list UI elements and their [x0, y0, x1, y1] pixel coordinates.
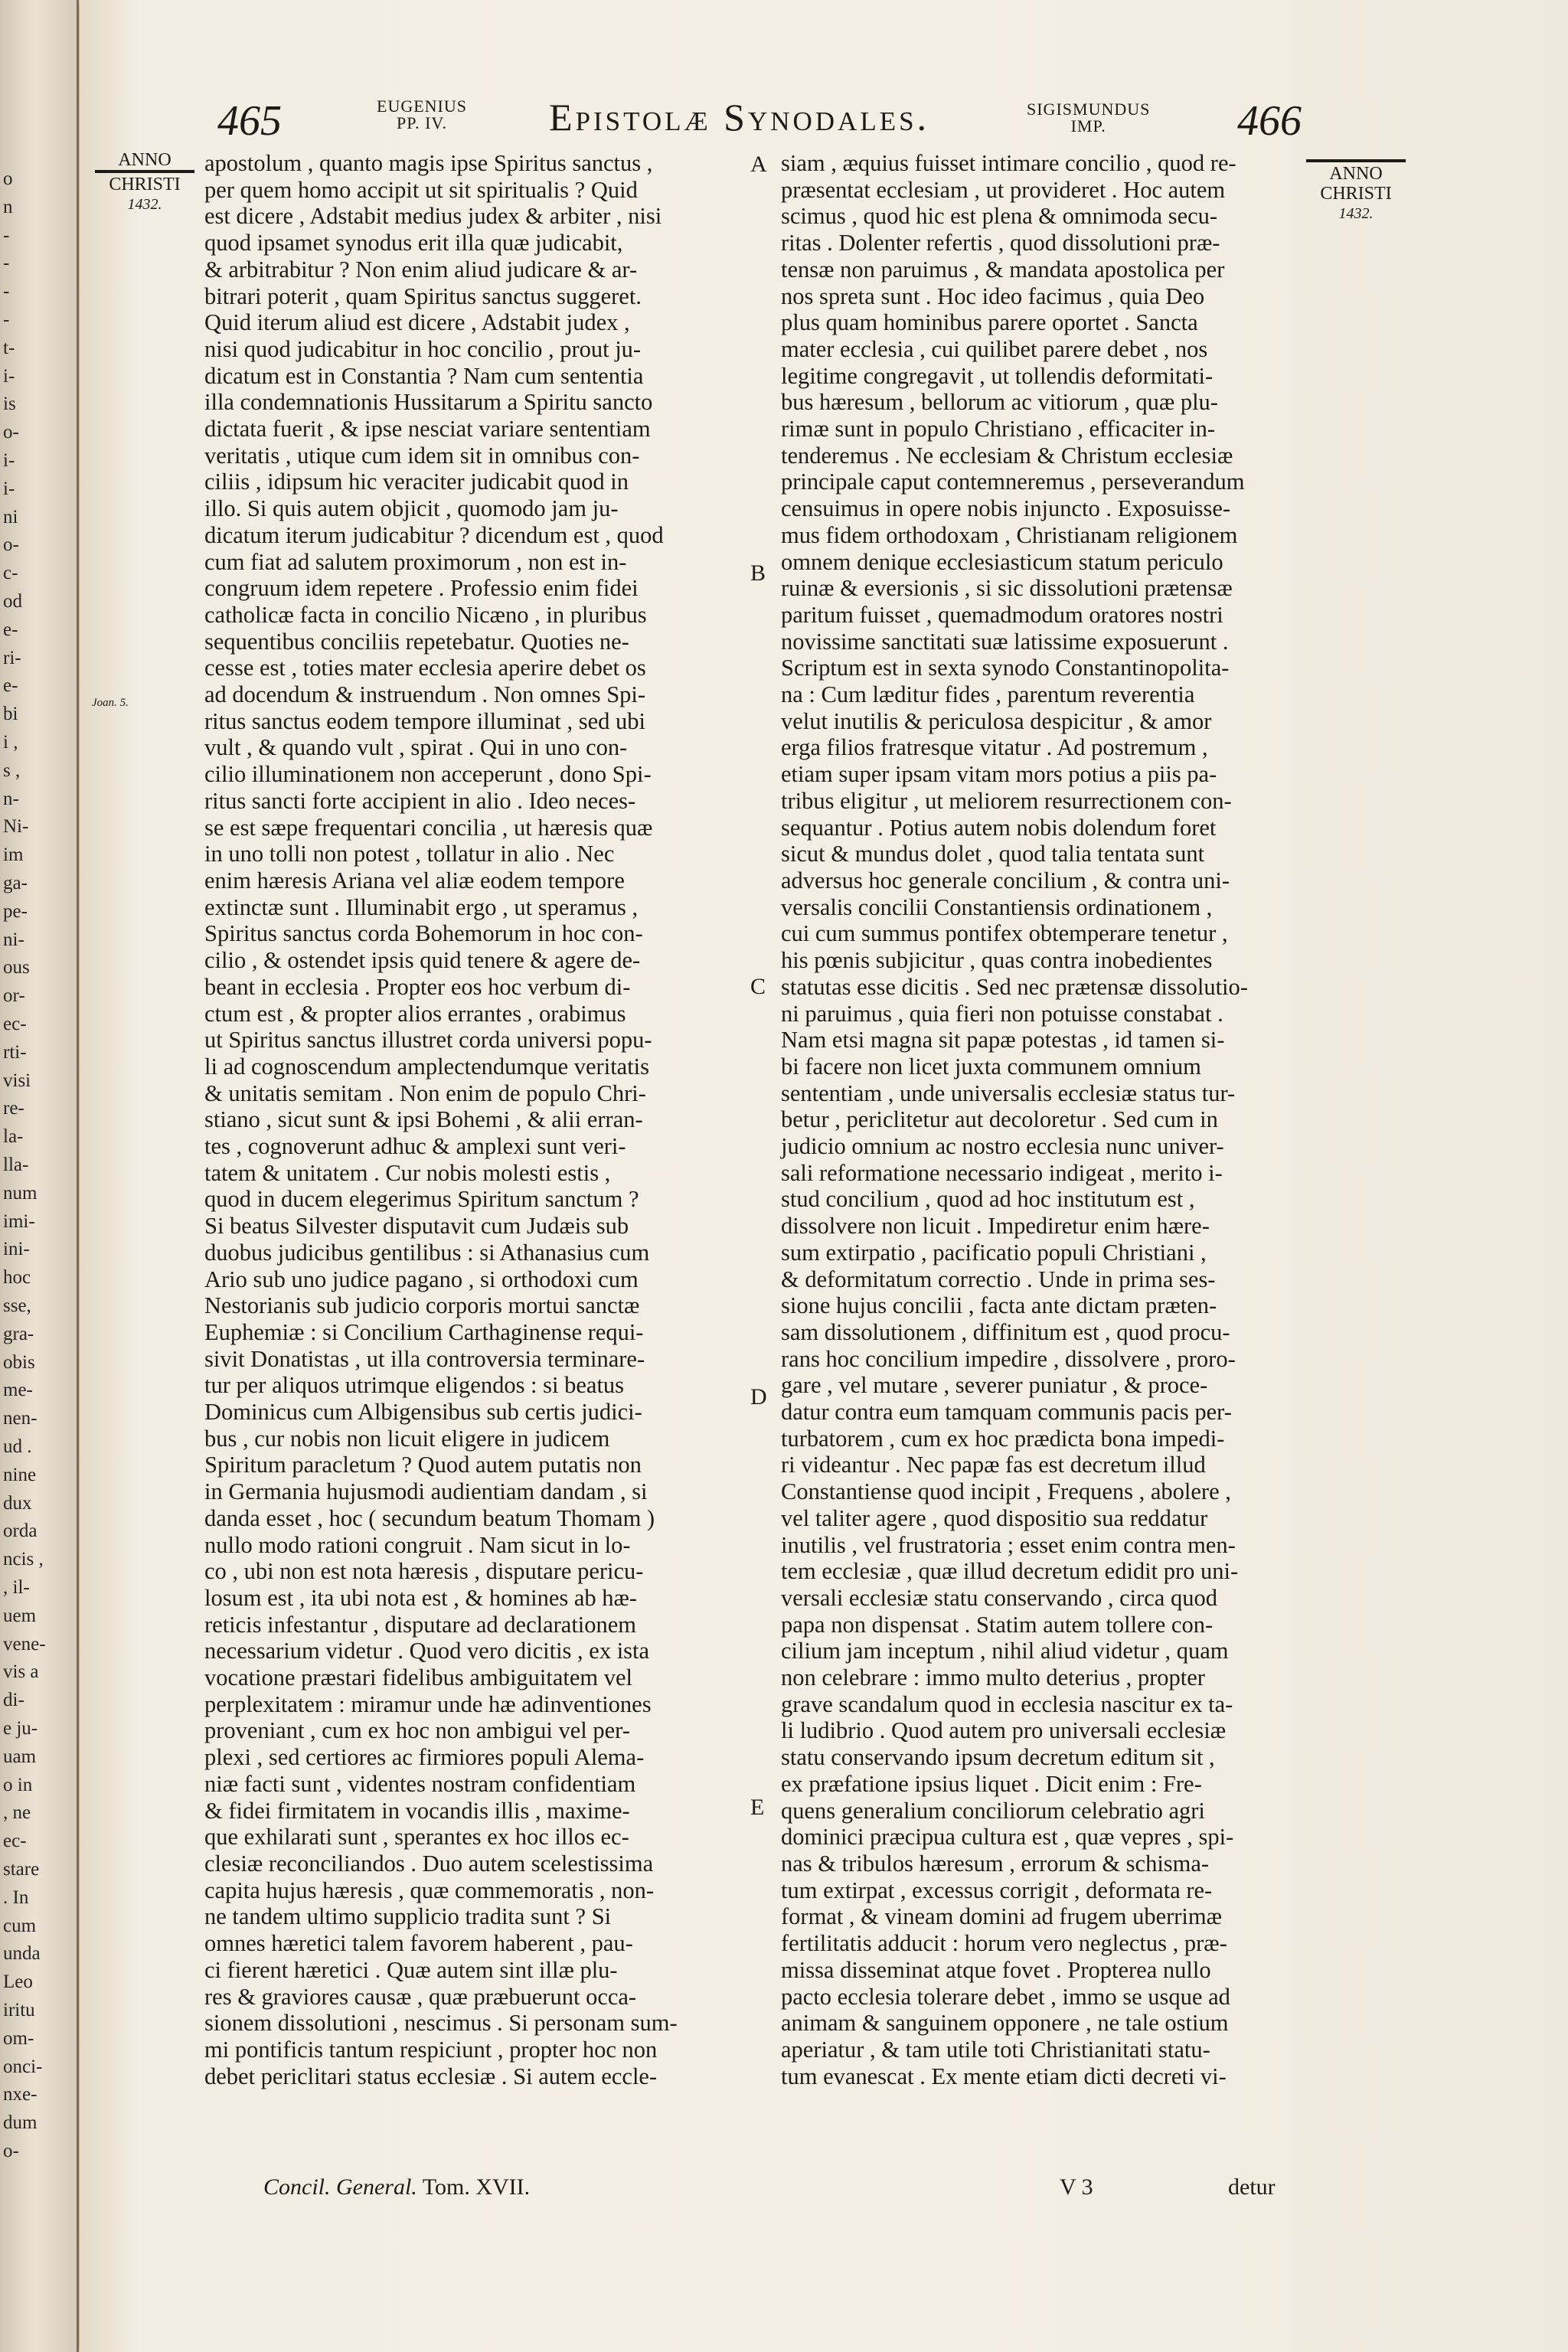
strip-line: od: [3, 591, 22, 612]
strip-line: or-: [3, 985, 25, 1007]
strip-line: is: [3, 394, 16, 415]
left-column-line: proveniant , cum ex hoc non ambigui vel per-: [204, 1717, 630, 1744]
right-column-line: inutilis , vel frustratoria ; esset enim contra men-: [781, 1531, 1236, 1558]
right-column-line: format , & vineam domini ad frugem uberrimæ: [781, 1903, 1222, 1930]
left-column-line: est dicere , Adstabit medius judex & arbiter , nisi: [204, 203, 662, 230]
right-column-line: sione hujus concilii , facta ante dictam præten-: [781, 1292, 1217, 1319]
right-column-line: bus hæresum , bellorum ac vitiorum , quæ plu-: [781, 389, 1218, 416]
left-column-line: sivit Donatistas , ut illa controversia terminare-: [204, 1345, 645, 1372]
right-column-line: quens generalium conciliorum celebratio agri: [781, 1797, 1205, 1824]
right-column-line: vel taliter agere , quod dispositio sua reddatur: [781, 1504, 1208, 1531]
page-number-left: 465: [217, 97, 282, 145]
strip-line: , il-: [3, 1577, 30, 1598]
right-column-line: grave scandalum quod in ecclesia nascitur ex ta-: [781, 1690, 1233, 1717]
left-column-line: & unitatis semitam . Non enim de populo Chri-: [204, 1080, 646, 1106]
strip-line: pe-: [3, 900, 28, 922]
right-column-line: Constantiense quod incipit , Frequens , abolere ,: [781, 1478, 1231, 1505]
right-column-line: mater ecclesia , cui quilibet parere debet , nos: [781, 335, 1208, 362]
strip-line: uem: [3, 1605, 37, 1626]
left-column-line: cesse est , toties mater ecclesia aperire debet os: [204, 655, 646, 681]
left-column-line: cum fiat ad salutem proximorum , non est in-: [204, 548, 627, 575]
running-head-right: [1027, 101, 1150, 135]
strip-line: n-: [3, 788, 19, 809]
left-column-line: illo. Si quis autem objicit , quomodo jam ju-: [204, 495, 619, 522]
right-column-line: dominici præcipua cultura est , quæ vepres , spi-: [781, 1824, 1234, 1851]
strip-line: sse,: [3, 1295, 31, 1316]
right-column-line: versalis concilii Constantiensis ordinationem ,: [781, 893, 1213, 920]
left-column-line: stiano , sicut sunt & ipsi Bohemi , & alii erran-: [204, 1106, 643, 1133]
strip-line: i-: [3, 478, 15, 499]
strip-line: num: [3, 1182, 38, 1204]
right-column-line: etiam super ipsam vitam mors potius a piis pa-: [781, 761, 1217, 788]
footer-tom: Tom. XVII.: [422, 2174, 531, 2200]
left-column-line: nisi quod judicabitur in hoc concilio , prout ju-: [204, 335, 642, 362]
strip-line: iritu: [3, 2000, 35, 2020]
right-column-line: sum extirpatio , pacificatio populi Christiani ,: [781, 1239, 1207, 1266]
strip-line: hoc: [3, 1267, 31, 1289]
left-column-line: catholicæ facta in concilio Nicæno , in pluribus: [204, 601, 647, 628]
left-column-line: per quem homo accipit ut sit spiritualis ? Quid: [204, 176, 638, 203]
strip-line: dum: [3, 2112, 38, 2134]
strip-line: e-: [3, 619, 18, 640]
strip-line: Ni-: [3, 816, 29, 838]
left-column-line: enim hæresis Ariana vel aliæ eodem tempore: [204, 867, 625, 893]
strip-line: di-: [3, 1690, 24, 1711]
strip-line: nen-: [3, 1408, 38, 1429]
left-column-line: Spiritum paracletum ? Quod autem putatis non: [204, 1452, 642, 1478]
right-column-line: principale caput contemneremus , perseverandum: [781, 469, 1245, 495]
strip-line: e ju-: [3, 1718, 38, 1739]
strip-line: ncis ,: [3, 1549, 44, 1570]
strip-line: stare: [3, 1859, 40, 1880]
strip-line: unda: [3, 1943, 41, 1965]
left-column-line: extinctæ sunt . Illuminabit ergo , ut speramus ,: [204, 893, 639, 920]
page-number-right: 466: [1237, 97, 1302, 145]
left-text-column: [204, 150, 740, 2089]
right-text-column: [781, 150, 1326, 2089]
right-column-line: plus quam hominibus parere oportet . Sancta: [781, 309, 1198, 336]
catchword: detur: [1228, 2174, 1276, 2200]
left-column-line: & fidei firmitatem in vocandis illis , maxime-: [204, 1797, 630, 1824]
left-column-line: li ad cognoscendum amplectendumque veritatis: [204, 1053, 650, 1080]
strip-line: om-: [3, 2027, 34, 2049]
left-column-line: capita hujus hæresis , quæ commemoratis , non-: [204, 1877, 655, 1903]
left-column-line: res & graviores causæ , quæ præbuerunt occa-: [204, 1983, 637, 2010]
strip-line: onci-: [3, 2056, 43, 2077]
left-column-line: tatem & unitatem . Cur nobis molesti estis ,: [204, 1159, 611, 1186]
strip-line: o-: [3, 534, 19, 556]
strip-line: imi-: [3, 1210, 35, 1232]
right-column-line: cui cum summus pontifex obtemperare tenetur ,: [781, 920, 1228, 947]
section-letter-d: D: [750, 1384, 767, 1410]
left-column-line: necessarium videtur . Quod vero dicitis , ex ista: [204, 1638, 650, 1664]
left-column-line: Nestorianis sub judicio corporis mortui sanctæ: [204, 1292, 640, 1319]
right-column-line: rimæ sunt in populo Christiano , efficaciter in-: [781, 416, 1215, 443]
left-column-line: se est sæpe frequentari concilia , ut hæresis quæ: [204, 814, 653, 841]
signature-mark: V 3: [1060, 2174, 1093, 2200]
left-column-line: dictata fuerit , & ipse nesciat variare sententiam: [204, 416, 651, 443]
right-column-line: ritas . Dolenter refertis , quod dissolutioni præ-: [781, 230, 1220, 256]
strip-line: cum: [3, 1915, 37, 1936]
strip-line: i-: [3, 365, 15, 387]
left-column-line: ut Spiritus sanctus illustret corda universi popu-: [204, 1027, 652, 1054]
running-head-left: [377, 98, 467, 132]
left-column-line: que exhilarati sunt , sperantes ex hoc illos ec-: [204, 1824, 629, 1851]
right-column-line: velut inutilis & periculosa despicitur , & amor: [781, 707, 1212, 734]
right-column-line: gare , vel mutare , severer puniatur , & proce-: [781, 1372, 1208, 1399]
right-column-line: ri videantur . Nec papæ fas est decretum illud: [781, 1452, 1206, 1478]
strip-line: -: [3, 224, 10, 246]
strip-line: i ,: [3, 732, 18, 753]
strip-line: ni: [3, 506, 18, 528]
left-column-line: duobus judicibus gentilibus : si Athanasius cum: [204, 1239, 650, 1266]
left-column-line: debet periclitari status ecclesiæ . Si autem eccle-: [204, 2063, 658, 2089]
right-column-line: dissolvere non licuit . Impediretur enim hære-: [781, 1213, 1210, 1240]
left-column-line: beant in ecclesia . Propter eos hoc verbum di-: [204, 973, 631, 1000]
right-column-line: fertilitatis adducit : horum vero neglectus , præ-: [781, 1930, 1227, 1957]
right-column-line: Scriptum est in sexta synodo Constantinopolita-: [781, 655, 1230, 681]
right-column-line: statu conservando ipsum decretum editum sit ,: [781, 1744, 1215, 1771]
left-column-line: congruum idem repetere . Professio enim fidei: [204, 575, 639, 602]
right-column-line: tem ecclesiæ , quæ illud decretum edidit pro uni-: [781, 1558, 1239, 1585]
strip-line: -: [3, 253, 10, 274]
left-column-line: Euphemiæ : si Concilium Carthaginense requi-: [204, 1318, 644, 1345]
right-column-line: legitime congregavit , ut tollendis deformitati-: [781, 362, 1214, 389]
right-column-line: novissime sanctitati suæ latissime exposuerunt .: [781, 628, 1229, 655]
right-column-line: statutas esse dicitis . Sed nec prætensæ dissolutio-: [781, 973, 1248, 1000]
right-column-line: tenderemus . Ne ecclesiam & Christum ecclesiæ: [781, 442, 1233, 469]
margin-note-joan-5: Joan. 5.: [92, 697, 129, 709]
strip-line: me-: [3, 1380, 33, 1401]
left-column-line: ad docendum & instruendum . Non omnes Spi-: [204, 681, 646, 708]
right-column-line: sententiam , unde universalis ecclesiæ status tur-: [781, 1080, 1236, 1106]
strip-line: nine: [3, 1464, 37, 1485]
strip-line: vene-: [3, 1633, 46, 1655]
left-column-line: Ario sub uno judice pagano , si orthodoxi cum: [204, 1266, 639, 1292]
previous-page-strip: [0, 0, 79, 2352]
left-column-line: ci fierent hæretici . Quæ autem sint illæ plu-: [204, 1956, 618, 1983]
right-column-line: siam , æquius fuisset intimare concilio , quod re-: [781, 150, 1236, 176]
strip-line: ri-: [3, 647, 21, 668]
right-column-line: sequantur . Potius autem nobis dolendum foret: [781, 814, 1217, 841]
right-column-line: turbatorem , cum ex hoc prædicta bona impedi-: [781, 1425, 1225, 1452]
page: [80, 0, 1568, 2352]
right-column-line: nos spreta sunt . Hoc ideo facimus , quia Deo: [781, 283, 1205, 309]
strip-line: Leo: [3, 1971, 33, 1993]
strip-line: ga-: [3, 873, 28, 893]
left-column-line: in Germania hujusmodi audientiam dandam , si: [204, 1478, 648, 1505]
strip-line: ec-: [3, 1014, 27, 1034]
right-column-line: animam & sanguinem opponere , ne tale ostium: [781, 2010, 1229, 2037]
left-column-line: bus , cur nobis non licuit eligere in judicem: [204, 1425, 610, 1452]
left-column-line: omnes hæretici talem favorem haberent , pau-: [204, 1930, 633, 1957]
section-letter-a: A: [750, 152, 767, 177]
left-column-line: Spiritus sanctus corda Bohemorum in hoc con-: [204, 920, 643, 947]
right-column-line: scimus , quod hic est plena & omnimoda secu-: [781, 203, 1218, 230]
running-head-left-line2: PP. IV.: [397, 113, 447, 132]
strip-line: o-: [3, 2141, 19, 2161]
anno-right-christi: CHRISTI: [1320, 184, 1392, 204]
right-column-line: tum evanescat . Ex mente etiam dicti decreti vi-: [781, 2063, 1227, 2089]
strip-line: visi: [3, 1070, 31, 1091]
left-column-line: ritus sanctus eodem tempore illuminat , sed ubi: [204, 707, 646, 734]
anno-left-christi: CHRISTI: [109, 175, 181, 194]
right-column-line: paritum fuisset , quemadmodum oratores nostri: [781, 601, 1223, 628]
right-column-line: pacto ecclesia tolerare debet , immo se usque ad: [781, 1983, 1230, 2010]
strip-line: ous: [3, 957, 30, 978]
left-column-line: plexi , sed certiores ac firmiores populi Alema-: [204, 1744, 645, 1771]
right-column-line: tribus eligitur , ut meliorem resurrectionem con-: [781, 787, 1232, 814]
right-column-line: bi facere non licet juxta communem omnium: [781, 1053, 1201, 1080]
strip-line: -: [3, 309, 10, 330]
right-column-line: sam dissolutionem , diffinitum est , quod procu-: [781, 1318, 1230, 1345]
left-column-line: nullo modo rationi congruit . Nam sicut in lo-: [204, 1531, 631, 1558]
left-column-line: vocatione præstari fidelibus ambiguitatem vel: [204, 1664, 633, 1691]
right-column-line: sali reformatione necessario indigeat , merito i-: [781, 1159, 1223, 1186]
right-column-line: aperiatur , & tam utile toti Christianitati statu-: [781, 2036, 1210, 2063]
anno-left-year: 1432.: [127, 196, 162, 213]
strip-line: ec-: [3, 1831, 27, 1852]
left-column-line: ne tandem ultimo supplicio tradita sunt ? Si: [204, 1903, 612, 1930]
right-column-line: censuimus in opere nobis injuncto . Exposuisse-: [781, 495, 1231, 522]
right-column-line: sicut & mundus dolet , quod talia tentata sunt: [781, 841, 1205, 867]
strip-line: e-: [3, 675, 18, 697]
right-column-line: tum extirpat , excessus corrigit , deformata re-: [781, 1877, 1213, 1903]
running-head-right-line1: SIGISMUNDUS: [1027, 100, 1151, 119]
left-column-line: veritatis , utique cum idem sit in omnibus con-: [204, 442, 640, 469]
strip-line: vis a: [3, 1661, 39, 1683]
left-column-line: ctum est , & propter alios errantes , orabimus: [204, 1000, 626, 1027]
left-column-line: sequentibus conciliis repetebatur. Quoties ne-: [204, 628, 629, 655]
page-title: Epistolæ Synodales.: [549, 96, 930, 139]
left-column-line: tes , cognoverunt adhuc & amplexi sunt veri-: [204, 1133, 626, 1160]
strip-line: o in: [3, 1774, 33, 1795]
left-column-line: Dominicus cum Albigensibus sub certis judici-: [204, 1399, 642, 1426]
strip-line: o-: [3, 422, 19, 443]
section-letter-b: B: [750, 560, 766, 586]
left-column-line: perplexitatem : miramur unde hæ adinventiones: [204, 1690, 652, 1717]
left-column-line: dicatum est in Constantia ? Nam cum sententia: [204, 362, 644, 389]
anno-right-label: ANNO: [1329, 164, 1383, 184]
strip-line: ni-: [3, 929, 24, 950]
running-head-left-line1: EUGENIUS: [377, 96, 467, 116]
right-column-line: rans hoc concilium impedire , dissolvere , proro-: [781, 1345, 1236, 1372]
strip-line: o: [3, 168, 13, 189]
left-column-line: in uno tolli non potest , tollatur in alio . Nec: [204, 841, 615, 867]
left-column-line: mi pontificis tantum respiciunt , propter hoc non: [204, 2036, 658, 2063]
left-column-line: losum est , ita ubi nota est , & homines ab hæ-: [204, 1584, 638, 1611]
right-column-line: na : Cum læditur fides , parentum reverentia: [781, 681, 1195, 708]
left-column-line: dicatum iterum judicabitur ? dicendum est , quod: [204, 521, 664, 548]
running-head-right-line2: IMP.: [1070, 116, 1106, 136]
right-column-line: betur , periclitetur aut decoloretur . Sed cum in: [781, 1106, 1218, 1133]
strip-line: nxe-: [3, 2084, 38, 2105]
right-column-line: erga filios fratresque vitatur . Ad postremum ,: [781, 734, 1208, 761]
strip-line: gra-: [3, 1323, 34, 1344]
right-column-line: omnem denique ecclesiasticum statum periculo: [781, 548, 1223, 575]
left-column-line: ritus sancti forte accipient in alio . Ideo neces-: [204, 787, 636, 814]
right-column-line: his pœnis subjicitur , quas contra inobedientes: [781, 947, 1213, 974]
strip-line: ini-: [3, 1239, 30, 1260]
strip-line: re-: [3, 1098, 24, 1119]
strip-line: rti-: [3, 1041, 27, 1063]
strip-line: i-: [3, 450, 15, 471]
right-column-line: missa disseminat atque fovet . Propterea nullo: [781, 1956, 1211, 1983]
left-column-line: quod in ducem elegerimus Spiritum sanctum ?: [204, 1186, 639, 1213]
right-column-line: tensæ non paruimus , & mandata apostolica per: [781, 256, 1225, 283]
left-column-line: reticis infestantur , disputare ad declarationem: [204, 1611, 637, 1638]
right-column-line: papa non dispensat . Statim autem tollere con-: [781, 1611, 1214, 1638]
right-column-line: cilium jam inceptum , nihil aliud videtur , quam: [781, 1638, 1229, 1664]
anno-left-label: ANNO: [118, 150, 172, 170]
right-column-line: nas & tribulos hæresum , errorum & schisma-: [781, 1851, 1210, 1877]
left-column-line: illa condemnationis Hussitarum a Spiritu sancto: [204, 389, 653, 416]
strip-line: im: [3, 844, 24, 866]
left-column-line: bitrari poterit , quam Spiritus sanctus suggeret.: [204, 283, 642, 309]
section-letter-e: E: [750, 1795, 765, 1820]
left-column-line: apostolum , quanto magis ipse Spiritus sanctus ,: [204, 150, 653, 176]
strip-line: uam: [3, 1746, 37, 1767]
right-column-line: præsentat ecclesiam , ut provideret . Hoc autem: [781, 176, 1226, 203]
right-column-line: Nam etsi magna sit papæ potestas , id tamen si-: [781, 1027, 1225, 1054]
left-column-line: quod ipsamet synodus erit illa quæ judicabit,: [204, 230, 623, 256]
strip-line: -: [3, 281, 10, 302]
right-column-line: adversus hoc generale concilium , & contra uni-: [781, 867, 1230, 893]
right-column-line: ni paruimus , quia fieri non potuisse constabat .: [781, 1000, 1223, 1027]
anno-christi-left: [95, 150, 194, 214]
anno-left-rule: [95, 170, 194, 173]
strip-line: , ne: [3, 1802, 31, 1824]
right-column-line: ruinæ & eversionis , si sic dissolutioni prætensæ: [781, 575, 1233, 602]
left-column-line: niæ facti sunt , videntes nostram confidentiam: [204, 1770, 636, 1797]
strip-line: s ,: [3, 760, 21, 781]
right-column-line: datur contra eum tamquam communis pacis per-: [781, 1399, 1232, 1426]
strip-line: lla-: [3, 1155, 29, 1175]
footer-reference: Concil. General. Tom. XVII.: [263, 2174, 531, 2200]
strip-line: t-: [3, 337, 15, 358]
right-column-line: non celebrare : immo multo deterius , propter: [781, 1664, 1205, 1691]
right-column-line: stud concilium , quod ad hoc institutum est ,: [781, 1186, 1195, 1213]
left-column-line: sionem dissolutioni , nescimus . Si personam sum-: [204, 2010, 678, 2037]
right-column-line: li ludibrio . Quod autem pro universali ecclesiæ: [781, 1717, 1227, 1744]
right-column-line: ex præfatione ipsius liquet . Dicit enim : Fre-: [781, 1770, 1202, 1797]
left-column-line: vult , & quando vult , spirat . Qui in uno con-: [204, 734, 628, 761]
left-column-line: Si beatus Silvester disputavit cum Judæis sub: [204, 1213, 629, 1240]
right-column-line: mus fidem orthodoxam , Christianam religionem: [781, 521, 1238, 548]
strip-line: orda: [3, 1521, 38, 1542]
left-column-line: co , ubi non est nota hæresis , disputare pericu-: [204, 1558, 644, 1585]
strip-line: bi: [3, 704, 18, 725]
left-column-line: Quid iterum aliud est dicere , Adstabit judex ,: [204, 309, 630, 336]
strip-line: obis: [3, 1351, 35, 1373]
right-column-line: judicio omnium ac nostro ecclesia nunc univer-: [781, 1133, 1224, 1160]
left-column-line: cilio illuminationem non acceperunt , dono Spi-: [204, 761, 652, 788]
right-column-line: & deformitatum correctio . Unde in prima ses-: [781, 1266, 1216, 1292]
strip-line: c-: [3, 563, 18, 584]
left-column-line: cilio , & ostendet ipsis quid tenere & agere de-: [204, 947, 641, 974]
strip-line: . In: [3, 1886, 29, 1908]
strip-line: la-: [3, 1126, 24, 1148]
left-column-line: clesiæ reconciliandos . Duo autem scelestissima: [204, 1851, 654, 1877]
right-column-line: versali ecclesiæ statu conservando , circa quod: [781, 1584, 1217, 1611]
left-column-line: & arbitrabitur ? Non enim aliud judicare & ar-: [204, 256, 638, 283]
left-column-line: ciliis , idipsum hic veraciter judicabit quod in: [204, 469, 629, 495]
left-column-line: tur per aliquos utrimque eligendos : si beatus: [204, 1372, 625, 1399]
left-column-line: danda esset , hoc ( secundum beatum Thomam ): [204, 1504, 655, 1531]
strip-line: ud .: [3, 1436, 32, 1457]
strip-line: dux: [3, 1492, 32, 1514]
section-letter-c: C: [750, 974, 766, 999]
strip-line: n: [3, 196, 13, 217]
anno-right-year: 1432.: [1338, 205, 1374, 222]
